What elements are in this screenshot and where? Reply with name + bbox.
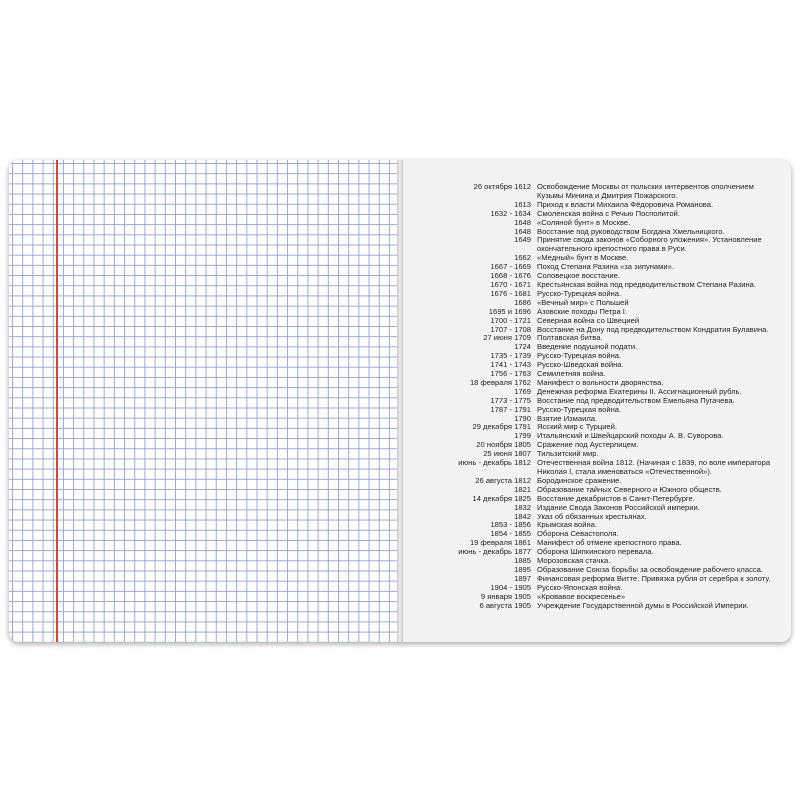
timeline-date: 1756 - 1763 — [490, 369, 531, 379]
timeline-event: Ясский мир с Турцией. — [537, 422, 618, 432]
timeline-event: Введение подушной подати. — [537, 342, 638, 352]
timeline-date: 1676 - 1681 — [490, 288, 531, 298]
timeline-event: Издание Свода Законов Российской империи. — [537, 502, 700, 512]
timeline-event: Семилетняя война. — [537, 369, 606, 379]
timeline-event: Отечественная война 1812. (Начиная с 1839, по воле императора Николая I, стала именоваться «Отечественной»). — [537, 458, 771, 476]
timeline-date: 1897 — [514, 573, 531, 583]
timeline-date: 1662 — [514, 253, 531, 263]
timeline-date: 1773 - 1775 — [490, 395, 531, 405]
timeline-event: Азовские походы Петра I. — [537, 306, 628, 316]
graph-paper-page — [9, 160, 397, 642]
timeline-date: 6 августа 1905 — [479, 600, 531, 610]
timeline-date: 29 декабря 1791 — [472, 422, 531, 432]
timeline-date: 1648 — [514, 217, 531, 227]
timeline-event: Крестьянская война под предводительством Степана Разина. — [537, 279, 756, 289]
timeline-event: «Кровавое воскресенье» — [537, 591, 626, 601]
timeline-date: 1735 - 1739 — [490, 351, 531, 361]
timeline-event: Тильзитский мир. — [537, 449, 599, 459]
timeline-date: 19 февраля 1861 — [469, 538, 531, 548]
timeline-row — [403, 459, 791, 477]
timeline-date: 9 января 1905 — [480, 591, 531, 601]
timeline-event: Указ об обязанных крестьянах. — [537, 511, 647, 521]
timeline-event: Сражение под Аустерлицем. — [537, 440, 639, 450]
timeline-event: Оборона Севастополя. — [537, 529, 619, 539]
timeline-date: 1790 — [514, 413, 531, 423]
timeline-date: 26 октября 1612 — [473, 182, 531, 191]
timeline-event: Полтавская битва. — [537, 333, 603, 343]
timeline-event: Финансовая реформа Витте. Привязка рубля от серебра к золоту. — [537, 573, 771, 583]
timeline-date: 26 августа 1812 — [475, 475, 531, 485]
timeline-date: 1885 — [514, 556, 531, 566]
timeline-date: 1842 — [514, 511, 531, 521]
timeline-event: Денежная реформа Екатерины II. Ассигнационный рубль. — [537, 386, 742, 396]
timeline-date: 1787 - 1791 — [490, 404, 531, 414]
timeline-event: «Соляной бунт» в Москве. — [537, 217, 631, 227]
timeline-event: Восстание на Дону под предводительством Кондратия Булавина. — [537, 324, 769, 334]
timeline-date: 1648 — [514, 226, 531, 236]
timeline-date: 18 февраля 1762 — [469, 377, 531, 387]
timeline-event: Русско-Турецкая война. — [537, 404, 622, 414]
timeline-date: 1904 - 1905 — [490, 582, 531, 592]
timeline-event: Русско-Турецкая война. — [537, 288, 622, 298]
timeline-list — [403, 183, 791, 611]
timeline-event: Образование Союза борьбы за освобождение рабочего класса. — [537, 564, 764, 574]
timeline-event: Восстание декабристов в Санкт-Петербурге. — [537, 493, 695, 503]
timeline-date: 1895 — [514, 564, 531, 574]
timeline-event: Приход к власти Михаила Фёдоровича Романова. — [537, 199, 714, 209]
timeline-event: «Медный» бунт в Москве. — [537, 253, 629, 263]
timeline-event: Восстание под предводительством Емельяна Пугачева. — [537, 395, 735, 405]
timeline-event: Образование тайных Северного и Южного обществ. — [537, 484, 722, 494]
timeline-date: 1632 - 1634 — [490, 208, 531, 218]
timeline-event: Взятие Измаила. — [537, 413, 598, 423]
timeline-date: 1854 - 1855 — [490, 529, 531, 539]
timeline-date: 20 ноября 1805 — [476, 440, 531, 450]
timeline-event: Итальянский и Швейцарский походы А. В. Суворова. — [537, 431, 724, 441]
timeline-date: июнь - декабрь 1877 — [458, 547, 531, 557]
timeline-event: Русско-Турецкая война. — [537, 351, 622, 361]
timeline-date: 1853 - 1856 — [490, 520, 531, 530]
timeline-date: 1649 — [514, 235, 531, 245]
timeline-event: Освобождение Москвы от польских интервентов ополчением Кузьмы Минина и Дмитрия Пожарского. — [537, 182, 754, 200]
timeline-date: 25 июня 1807 — [483, 449, 531, 459]
timeline-event: Смоленская война с Речью Посполитой. — [537, 208, 680, 218]
timeline-date: июнь - декабрь 1812 — [458, 458, 531, 468]
timeline-date: 1799 — [514, 431, 531, 441]
timeline-row — [403, 406, 791, 415]
timeline-event: Принятие свода законов «Соборного уложения». Установление окончательного крепостного права в Руси. — [537, 235, 762, 254]
timeline-event: Оборона Шипкинского перевала. — [537, 547, 654, 557]
timeline-date: 1686 — [514, 297, 531, 307]
timeline-event: Крымская война. — [537, 520, 597, 530]
timeline-date: 1741 - 1743 — [490, 360, 531, 370]
timeline-date: 1695 и 1696 — [488, 306, 531, 316]
timeline-row — [403, 513, 791, 522]
timeline-date: 1670 - 1671 — [490, 279, 531, 289]
timeline-date: 1769 — [514, 386, 531, 396]
timeline-event: «Вечный мир» с Польшей — [537, 297, 629, 307]
timeline-date: 1613 — [514, 199, 531, 209]
margin-line — [56, 160, 58, 642]
history-dates-page — [403, 160, 791, 642]
timeline-date: 1668 - 1676 — [490, 271, 531, 281]
timeline-event: Манифест о вольности дворянства. — [537, 377, 664, 387]
timeline-date: 1832 — [514, 502, 531, 512]
timeline-date: 14 декабря 1825 — [472, 493, 531, 503]
timeline-date: 1700 - 1721 — [490, 315, 531, 325]
timeline-event: Соловецкое восстание. — [537, 271, 620, 281]
timeline-event: Поход Степана Разина «за зипунами». — [537, 262, 674, 272]
timeline-event: Бородинское сражение. — [537, 475, 622, 485]
timeline-event: Манифест об отмене крепостного права. — [537, 538, 682, 548]
timeline-event: Русско-Шведская война. — [537, 360, 624, 370]
timeline-date: 1821 — [514, 484, 531, 494]
timeline-event: Морозовская стачка. — [537, 556, 611, 566]
timeline-date: 27 июня 1709 — [483, 333, 531, 343]
timeline-event: Северная война со Швецией — [537, 315, 640, 325]
timeline-event: Учреждение Государственной думы в Российской Империи. — [537, 600, 749, 610]
timeline-row — [403, 183, 791, 201]
timeline-event: Восстание под руководством Богдана Хмельницкого. — [537, 226, 725, 236]
timeline-date: 1724 — [514, 342, 531, 352]
timeline-row — [403, 602, 791, 611]
timeline-date: 1667 - 1669 — [490, 262, 531, 272]
timeline-date: 1707 - 1708 — [490, 324, 531, 334]
timeline-row — [403, 236, 791, 254]
open-notebook — [9, 160, 791, 642]
timeline-event: Русско-Японская война. — [537, 582, 623, 592]
